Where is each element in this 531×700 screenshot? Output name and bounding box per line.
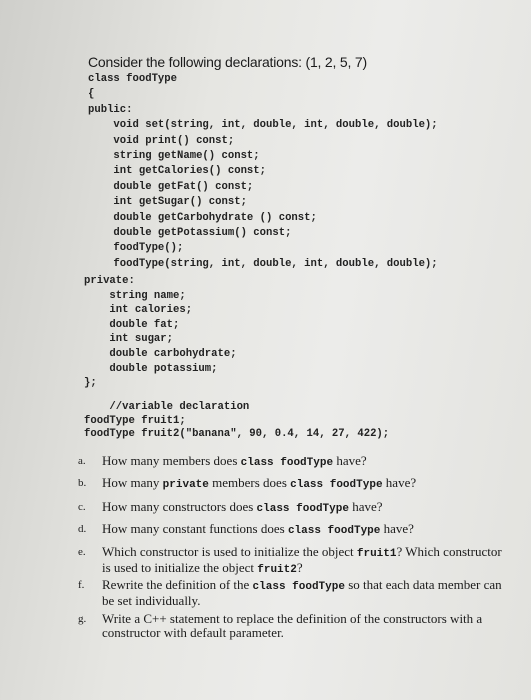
question-fragment: have? bbox=[348, 499, 383, 514]
question-fragment: have? bbox=[333, 453, 367, 468]
code-line: int calories; bbox=[84, 304, 193, 317]
code-line: //variable declaration bbox=[84, 401, 250, 413]
code-line: foodType fruit2("banana", 90, 0.4, 14, 27, 422); bbox=[84, 428, 390, 441]
question-fragment: have? bbox=[380, 521, 414, 536]
code-line: double fat; bbox=[84, 318, 180, 331]
question-letter: f. bbox=[78, 579, 85, 591]
question-item bbox=[78, 499, 504, 516]
code-line: double getPotassium() const; bbox=[88, 227, 292, 239]
question-letter: g. bbox=[78, 613, 87, 625]
question-fragment: How many constant functions does bbox=[102, 521, 288, 536]
question-fragment: How many members does bbox=[102, 453, 241, 468]
code-line: int getCalories() const; bbox=[88, 165, 267, 178]
code-line: double potassium; bbox=[84, 362, 218, 375]
question-item bbox=[78, 611, 504, 640]
code-line: public: bbox=[88, 103, 133, 116]
question-fragment: members does bbox=[208, 475, 291, 490]
code-line: int getSugar() const; bbox=[88, 196, 247, 209]
code-line: double getCarbohydrate () const; bbox=[88, 211, 317, 224]
question-text bbox=[102, 500, 504, 516]
question-fragment: How many bbox=[102, 475, 163, 490]
code-line: foodType fruit1; bbox=[84, 414, 186, 427]
code-line: foodType(string, int, double, int, double, double); bbox=[88, 257, 438, 270]
question-text bbox=[102, 476, 504, 492]
question-item bbox=[78, 577, 504, 608]
inline-code: private bbox=[162, 479, 209, 491]
question-fragment: Rewrite the definition of the bbox=[102, 577, 253, 592]
question-item bbox=[78, 475, 504, 492]
code-line: class foodType bbox=[88, 73, 178, 85]
question-letter: c. bbox=[78, 501, 86, 513]
code-line: int sugar; bbox=[84, 333, 174, 346]
question-item bbox=[78, 544, 504, 577]
question-text bbox=[102, 522, 504, 538]
code-line: string getName() const; bbox=[88, 150, 260, 162]
inline-code: class foodType bbox=[240, 457, 334, 469]
code-line: void print() const; bbox=[88, 134, 235, 147]
question-fragment: How many constructors does bbox=[102, 499, 257, 514]
inline-code: class foodType bbox=[290, 479, 383, 491]
question-fragment: have? bbox=[382, 475, 417, 490]
code-line: foodType(); bbox=[88, 242, 184, 255]
inline-code: fruit1 bbox=[356, 548, 397, 560]
question-letter: b. bbox=[78, 477, 87, 489]
inline-code: class foodType bbox=[287, 525, 381, 537]
question-fragment: so that each data member can be set individually. bbox=[102, 577, 502, 608]
question-text bbox=[102, 545, 504, 577]
code-line: { bbox=[88, 88, 95, 101]
code-line: double carbohydrate; bbox=[84, 348, 237, 360]
page-title: Consider the following declarations: (1, 2, 5, 7) bbox=[88, 54, 367, 70]
question-text bbox=[102, 454, 504, 470]
code-line: double getFat() const; bbox=[88, 180, 254, 193]
code-line: }; bbox=[84, 377, 97, 390]
inline-code: class foodType bbox=[256, 503, 349, 515]
question-text bbox=[102, 612, 504, 640]
code-line: private: bbox=[84, 275, 135, 287]
question-item bbox=[78, 453, 504, 470]
inline-code: fruit2 bbox=[257, 564, 297, 576]
question-fragment: Which constructor is used to initialize the object bbox=[102, 544, 357, 559]
question-letter: e. bbox=[78, 546, 86, 558]
question-letter: d. bbox=[78, 523, 87, 535]
inline-code: class foodType bbox=[252, 581, 345, 593]
question-text bbox=[102, 578, 504, 608]
question-item bbox=[78, 521, 504, 538]
question-letter: a. bbox=[78, 455, 86, 467]
question-fragment: ? Which constructor is used to initialize the object bbox=[102, 544, 502, 575]
question-fragment: ? bbox=[296, 560, 303, 575]
question-fragment: Write a C++ statement to replace the definition of the constructors with a constructor with default parameter. bbox=[102, 611, 483, 640]
code-line: void set(string, int, double, int, double, double); bbox=[88, 119, 438, 132]
code-line: string name; bbox=[84, 289, 186, 302]
